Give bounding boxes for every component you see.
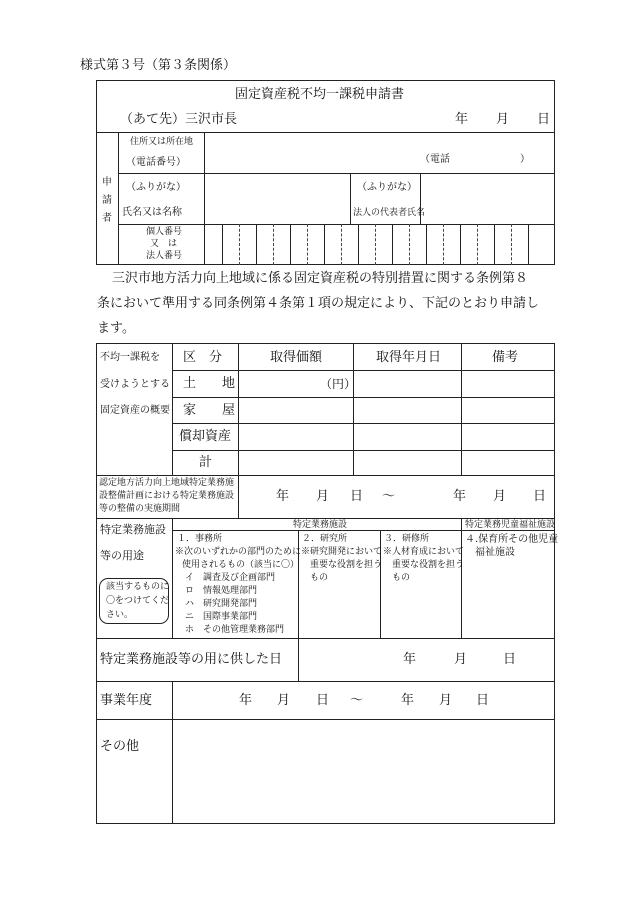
row-total: 計 [199,455,213,470]
department-other[interactable]: ホ その他管理業務部門 [185,625,285,635]
assets-side-line-3: 固定資産の概要 [100,405,170,416]
statement-line-3: ます。 [97,321,135,336]
plan-label-2: 設整備計画における特定業務施設 [99,491,235,501]
plan-label-3: 等の整備の実施期間 [99,504,181,514]
addressee: （あて先）三沢市長 [120,112,238,127]
date-month: 月 [496,112,510,127]
usage-bracket-line-3: さい。 [106,610,134,620]
other-label: その他 [100,739,140,754]
applicant-side-label-1: 申 [102,177,112,188]
fiscal-tilde: ～ [350,693,364,708]
assets-side-line-2: 受けようとする [100,379,170,390]
col-category: 区 分 [183,350,223,365]
plan-tilde: ～ [382,489,396,504]
date-year: 年 [455,112,469,127]
date-day: 日 [537,112,551,127]
plan-end-month: 月 [493,489,507,504]
address-label: 住所又は所在地 [130,137,194,147]
applicant-side-label-2: 請 [102,195,112,206]
fiscal-end-year: 年 [401,693,415,708]
plan-end-day: 日 [533,489,547,504]
training-note-3: もの [392,573,411,583]
fiscal-start-year: 年 [239,693,253,708]
form-number: 様式第３号（第３条関係） [80,58,237,73]
id-label-1: 個人番号 [146,227,183,237]
usage-label-1: 特定業務施設 [100,523,166,536]
usage-bracket-line-2: 〇をつけてくだ [106,596,170,606]
childcare-title-2: 福祉施設 [475,547,515,558]
rep-furigana-label: （ふりがな） [357,182,417,193]
department-rnd[interactable]: ハ 研究開発部門 [185,599,258,609]
phone-label: （電話番号） [126,157,186,168]
plan-start-year: 年 [276,489,290,504]
col-price: 取得価額 [270,350,323,365]
training-note-1: ※人材育成において [383,547,465,557]
use-date-label: 特定業務施設等の用に供した日 [100,652,283,667]
department-research[interactable]: イ 調査及び企画部門 [185,573,276,583]
department-international[interactable]: ニ 国際事業部門 [185,612,258,622]
use-date-year: 年 [403,652,417,667]
row-building: 家 屋 [183,403,236,418]
yen-unit: （円） [320,377,357,391]
plan-start-day: 日 [350,489,364,504]
fiscal-start-month: 月 [277,693,291,708]
plan-start-month: 月 [316,489,330,504]
fiscal-end-day: 日 [476,693,490,708]
header-facility: 特定業務施設 [293,520,348,530]
lab-title[interactable]: ２．研究所 [302,534,348,544]
plan-end-year: 年 [453,489,467,504]
form-title: 固定資産税不均一課税申請書 [235,87,405,102]
training-note-2: 重要な役割を担う [392,560,465,570]
lab-note-3: もの [310,573,329,583]
col-notes: 備考 [492,350,519,365]
office-note-2: 使用されるもの（該当に〇） [182,560,300,570]
row-depreciable: 償却資産 [179,429,232,444]
plan-label-1: 認定地方活力向上地域特定業務施 [99,478,235,488]
statement-line-2: 条において準用する同条例第４条第１項の規定により、下記のとおり申請し [97,296,540,311]
statement-line-1: 三沢市地方活力向上地域に係る固定資産税の特別措置に関する条例第８ [112,271,529,286]
col-date: 取得年月日 [376,350,442,365]
other-field[interactable] [173,720,554,823]
office-title[interactable]: １．事務所 [177,534,223,544]
childcare-title-1[interactable]: ４.保育所その他児童 [465,534,559,545]
assets-side-line-1: 不均一課税を [100,352,160,363]
id-label-3: 法人番号 [146,251,183,261]
fiscal-year-label: 事業年度 [100,693,153,708]
use-date-day: 日 [503,652,517,667]
header-childcare: 特定業務児童福祉施設 [465,520,556,530]
fiscal-end-month: 月 [439,693,453,708]
lab-note-2: 重要な役割を担う [310,560,383,570]
usage-bracket-line-1: 該当するものに [106,582,170,592]
row-land: 土 地 [183,376,236,391]
use-date-month: 月 [454,652,468,667]
training-title[interactable]: ３．研修所 [384,534,430,544]
applicant-side-label-3: 者 [102,213,112,224]
phone-field[interactable]: （電話 ） [420,154,530,165]
fiscal-start-day: 日 [316,693,330,708]
rep-name-label: 法人の代表者氏名 [353,208,426,218]
furigana-label: （ふりがな） [126,182,186,193]
office-note-1: ※次のいずれかの部門のために [175,547,302,557]
lab-note-1: ※研究開発において [301,547,383,557]
name-label: 氏名又は名称 [122,207,182,218]
id-label-2: 又 は [150,239,178,249]
department-it[interactable]: ロ 情報処理部門 [185,586,258,596]
usage-label-2: 等の用途 [100,549,144,562]
